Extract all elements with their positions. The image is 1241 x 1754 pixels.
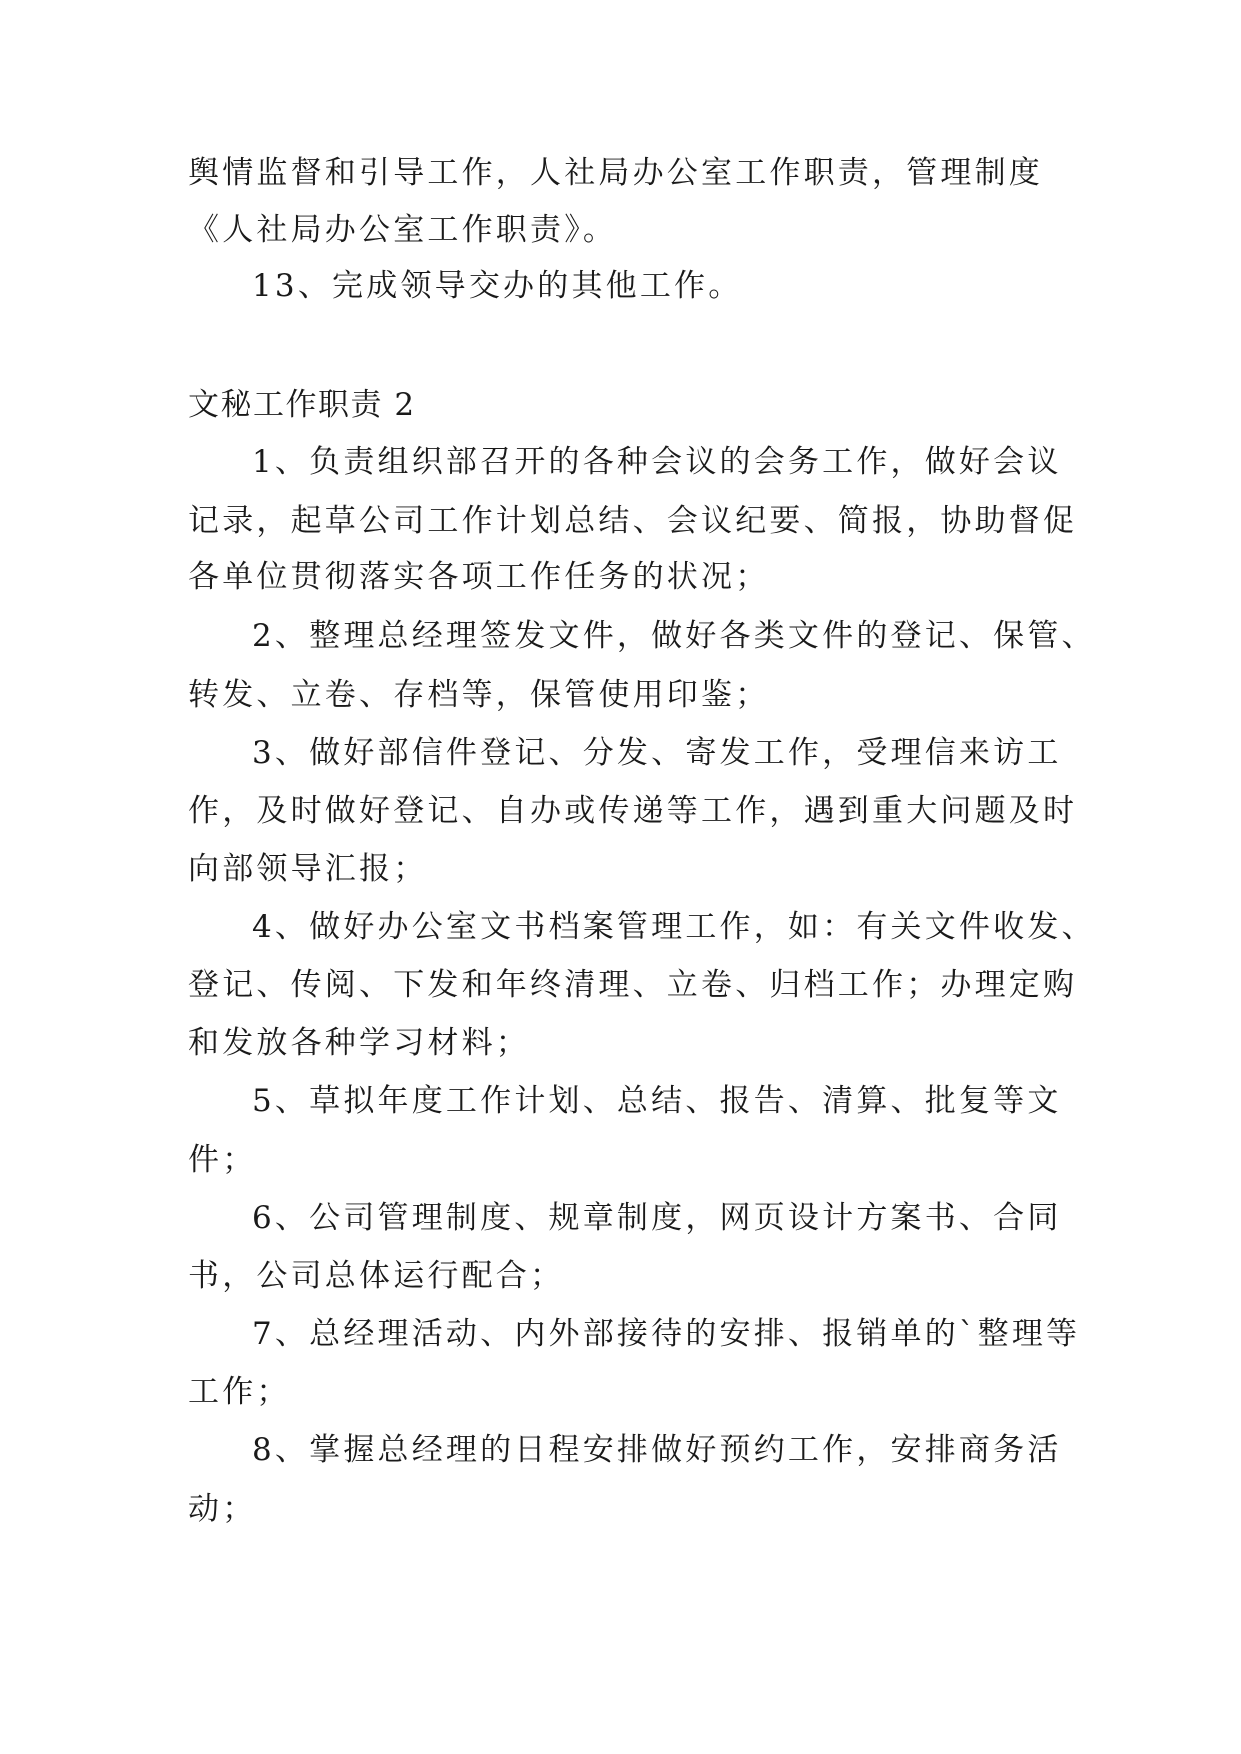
text-line: 和发放各种学习材料； bbox=[188, 1025, 530, 1061]
text-line: 6、公司管理制度、规章制度，网页设计方案书、合同 bbox=[252, 1200, 1062, 1236]
text-line: 各单位贯彻落实各项工作任务的状况； bbox=[188, 559, 770, 595]
text-line: 作，及时做好登记、自办或传递等工作，遇到重大问题及时 bbox=[188, 793, 1078, 829]
text-line: 书，公司总体运行配合； bbox=[188, 1258, 565, 1294]
text-line: 13、完成领导交办的其他工作。 bbox=[252, 268, 743, 304]
text-line: 3、做好部信件登记、分发、寄发工作，受理信来访工 bbox=[252, 735, 1062, 771]
text-line: 8、掌握总经理的日程安排做好预约工作，安排商务活 bbox=[252, 1432, 1062, 1468]
text-line: 件； bbox=[188, 1142, 257, 1178]
text-line: 动； bbox=[188, 1491, 257, 1527]
text-line: 转发、立卷、存档等，保管使用印鉴； bbox=[188, 677, 770, 713]
text-line: 1、负责组织部召开的各种会议的会务工作，做好会议 bbox=[252, 444, 1062, 480]
text-line: 5、草拟年度工作计划、总结、报告、清算、批复等文 bbox=[252, 1083, 1062, 1119]
text-line: 7、总经理活动、内外部接待的安排、报销单的`整理等 bbox=[252, 1316, 1081, 1352]
text-line: 记录，起草公司工作计划总结、会议纪要、简报，协助督促 bbox=[188, 503, 1078, 539]
text-line: 4、做好办公室文书档案管理工作，如：有关文件收发、 bbox=[252, 909, 1096, 945]
text-line: 工作； bbox=[188, 1374, 291, 1410]
text-line: 向部领导汇报； bbox=[188, 851, 428, 887]
text-line: 《人社局办公室工作职责》。 bbox=[188, 212, 618, 248]
text-line: 2、整理总经理签发文件，做好各类文件的登记、保管、 bbox=[252, 618, 1096, 654]
section-heading: 文秘工作职责 2 bbox=[188, 387, 416, 423]
text-line: 舆情监督和引导工作，人社局办公室工作职责，管理制度 bbox=[188, 155, 1043, 191]
text-line: 登记、传阅、下发和年终清理、立卷、归档工作；办理定购 bbox=[188, 967, 1078, 1003]
